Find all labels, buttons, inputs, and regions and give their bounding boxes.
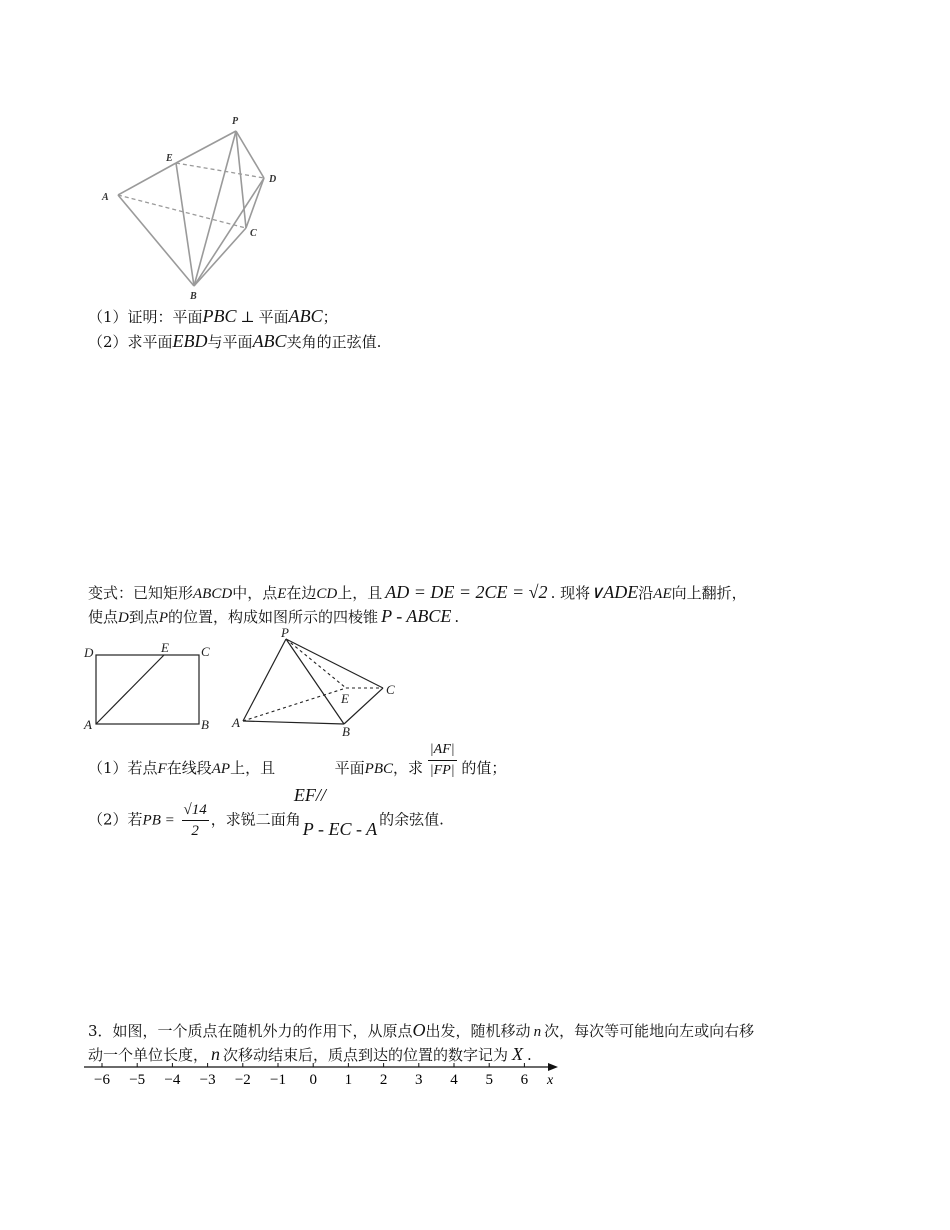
number-line-tick-label: 3 [415, 1072, 423, 1088]
number-line-tick-label: 1 [344, 1072, 353, 1088]
rect-label-b: B [201, 717, 209, 732]
vertex-label-b: B [190, 291, 197, 302]
number-line-tick-label: 6 [520, 1072, 529, 1088]
problem1-question-2: （2）求平面EBD与平面ABC夹角的正弦值. [88, 331, 382, 351]
vertex-label-c: C [250, 228, 257, 239]
rect-label-d: D [84, 645, 94, 660]
rect-label-c: C [201, 644, 210, 659]
number-line-tick-label: −3 [199, 1072, 216, 1088]
number-line-tick-label: −5 [129, 1072, 146, 1088]
variant-question-2: （2）若PB = $\frac{√14}{2}$ ，求锐二面角 P - EC - A 的余弦值. [88, 802, 444, 839]
number-line-tick-label: 0 [309, 1072, 317, 1088]
fraction-sqrt14-over-2: $\frac{√14}{2}$ [183, 802, 207, 839]
vertex-label-e: E [166, 153, 173, 164]
problem1-question-1: （1）证明：平面PBC ⊥ 平面ABC； [88, 306, 338, 326]
number-line-arrow [548, 1063, 558, 1071]
number-line-tick-label: 4 [450, 1072, 458, 1088]
pyr-label-b: B [342, 724, 350, 739]
vertex-label-d: D [269, 174, 277, 185]
variant-statement-line1: 变式：已知矩形ABCD中，点E在边CD上，且 AD = DE = 2CE = √2 . 现将∨ADE沿AE向上翻折， [88, 582, 747, 602]
number-line [80, 1058, 570, 1098]
ratio-af-fp: $\frac{|AF|}{|FP|}$ [429, 742, 455, 778]
variant-question-1: （1）若点F在线段AP上，且 EF// 平面PBC，求 $\frac{|AF|}{|FP|}$ 的值； [88, 742, 507, 805]
problem3-line1: 3．如图，一个质点在随机外力的作用下，从原点O出发，随机移动 n 次，每次等可能地向左或向右移 [88, 1020, 755, 1040]
pyr-label-c: C [386, 682, 395, 697]
number-line-tick-label: −6 [94, 1072, 110, 1088]
number-line-tick-label: 2 [379, 1072, 388, 1088]
pyr-label-a: A [232, 715, 240, 730]
pyr-label-e: E [341, 691, 349, 706]
number-line-tick-label: −4 [164, 1072, 181, 1088]
rect-label-e: E [161, 640, 169, 655]
rect-label-a: A [84, 717, 92, 732]
variant-statement-line2: 使点D到点P的位置，构成如图所示的四棱锥 P - ABCE . [88, 606, 460, 626]
number-line-axis-label: x [547, 1073, 554, 1088]
number-line-tick-label: −1 [270, 1072, 286, 1088]
vertex-label-p: P [232, 116, 239, 127]
figure-pyramid-pabce [230, 625, 410, 740]
figure-pyramid-1 [90, 110, 290, 305]
problem3-line2: 动一个单位长度， n 次移动结束后，质点到达的位置的数字记为 X . [88, 1044, 532, 1064]
figure-rectangle-abcd [80, 640, 220, 735]
number-line-tick-label: −2 [234, 1072, 251, 1088]
number-line-tick-label: 5 [485, 1072, 493, 1088]
vertex-label-a: A [102, 192, 109, 203]
pyr-label-p: P [281, 625, 289, 640]
